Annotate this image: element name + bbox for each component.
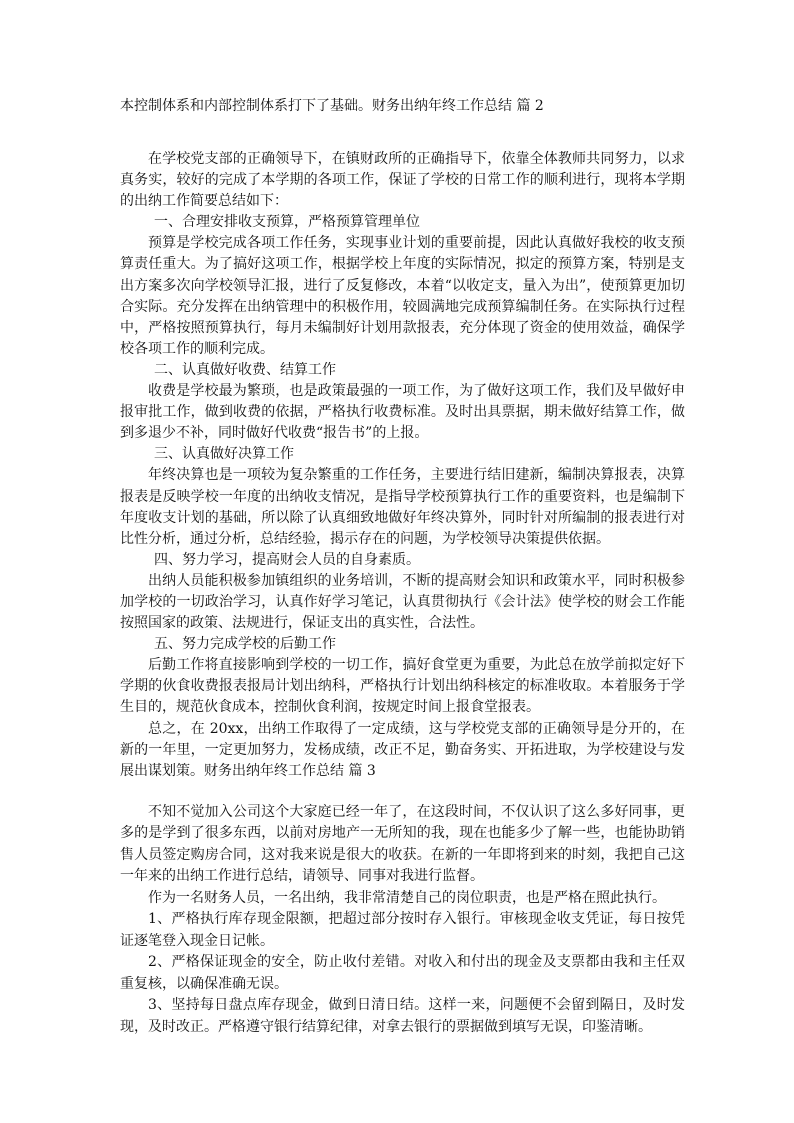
paragraph: 作为一名财务人员，一名出纳，我非常清楚自己的岗位职责，也是严格在照此执行。 (148, 889, 666, 906)
section-heading: 四、努力学习，提高财会人员的自身素质。 (154, 551, 420, 568)
section-heading: 二、认真做好收费、结算工作 (154, 361, 336, 378)
paragraph: 2、严格保证现金的安全，防止收付差错。对收入和付出的现金及支票都由我和主任双重复核，以确保准确无误。 (120, 954, 685, 992)
paragraph: 预算是学校完成各项工作任务，实现事业计划的重要前提，因此认真做好我校的收支预算责任重大。为了搞好这项工作，根据学校上年度的实际情况，拟定的预算方案，特别是支出方案多次向学校领导汇报，进行了反复修改，本着“以收定支，量入为出”，使预算更加切合实际。充分发挥在出纳管理中的积极作用，较圆满地完成预算编制任务。在实际执行过程中，严格按照预算执行，每月未编制好计划用款报表，充分体现了资金的使用效益，确保学校各项工作的顺利完成。 (120, 235, 685, 357)
section-heading: 一、合理安排收支预算，严格预算管理单位 (154, 214, 420, 231)
paragraph: 总之，在 20xx，出纳工作取得了一定成绩，这与学校党支部的正确领导是分开的，在新的一年里，一定更加努力，发杨成绩，改正不足，勤奋务实、开拓进取，为学校建设与发展出谋划策。财务出纳年终工作总结 篇 3 (120, 720, 685, 779)
section-heading: 三、认真做好决算工作 (154, 446, 294, 463)
paragraph: 1、严格执行库存现金限额，把超过部分按时存入银行。审核现金收支凭证，每日按凭证逐笔登入现金日记帐。 (120, 911, 685, 949)
opening-line: 本控制体系和内部控制体系打下了基础。财务出纳年终工作总结 篇 2 (120, 98, 544, 114)
section-heading: 五、努力完成学校的后勤工作 (154, 636, 336, 653)
document-page (120, 96, 685, 1038)
paragraph: 后勤工作将直接影响到学校的一切工作，搞好食堂更为重要，为此总在放学前拟定好下学期的伙食收费报表报局计划出纳科，严格执行计划出纳科核定的标准收取。本着服务于学生目的，规范伙食成本，控制伙食利润，按规定时间上报食堂报表。 (120, 657, 685, 716)
paragraph: 年终决算也是一项较为复杂繁重的工作任务，主要进行结旧建新，编制决算报表，决算报表是反映学校一年度的出纳收支情况，是指导学校预算执行工作的重要资料，也是编制下年度收支计划的基础，所以除了认真细致地做好年终决算外，同时针对所编制的报表进行对比性分析，通过分析，总结经验，揭示存在的问题，为学校领导决策提供依据。 (120, 467, 685, 547)
blank-line (120, 782, 685, 802)
paragraph: 不知不觉加入公司这个大家庭已经一年了，在这段时间，不仅认识了这么多好同事，更多的是学到了很多东西，以前对房地产一无所知的我，现在也能多少了解一些，也能协助销售人员签定购房合同，这对我来说是很大的收获。在新的一年即将到来的时刻，我把自己这一年来的出纳工作进行总结，请领导、同事对我进行监督。 (120, 803, 685, 885)
section-3-body (120, 802, 685, 1039)
paragraph: 收费是学校最为繁琐，也是政策最强的一项工作，为了做好这项工作，我们及早做好申报审批工作，做到收费的依据，严格执行收费标准。及时出具票据，期未做好结算工作，做到多退少不补，同时做好代收费“报告书”的上报。 (120, 383, 685, 442)
section-2-body (120, 149, 685, 782)
paragraph: 3、坚持每日盘点库存现金，做到日清日结。这样一来，问题便不会留到隔日，及时发现，及时改正。严格遵守银行结算纪律，对拿去银行的票据做到填写无误，印鉴清晰。 (120, 997, 685, 1035)
paragraph: 出纳人员能积极参加镇组织的业务培训，不断的提高财会知识和政策水平，同时积极参加学校的一切政治学习，认真作好学习笔记，认真贯彻执行《会计法》使学校的财会工作能按照国家的政策、法规进行，保证支出的真实性，合法性。 (120, 572, 685, 632)
blank-line (120, 117, 685, 149)
paragraph: 在学校党支部的正确领导下，在镇财政所的正确指导下，依靠全体教师共同努力，以求真务实，较好的完成了本学期的各项工作，保证了学校的日常工作的顺利进行，现将本学期的出纳工作简要总结如下： (120, 151, 685, 210)
